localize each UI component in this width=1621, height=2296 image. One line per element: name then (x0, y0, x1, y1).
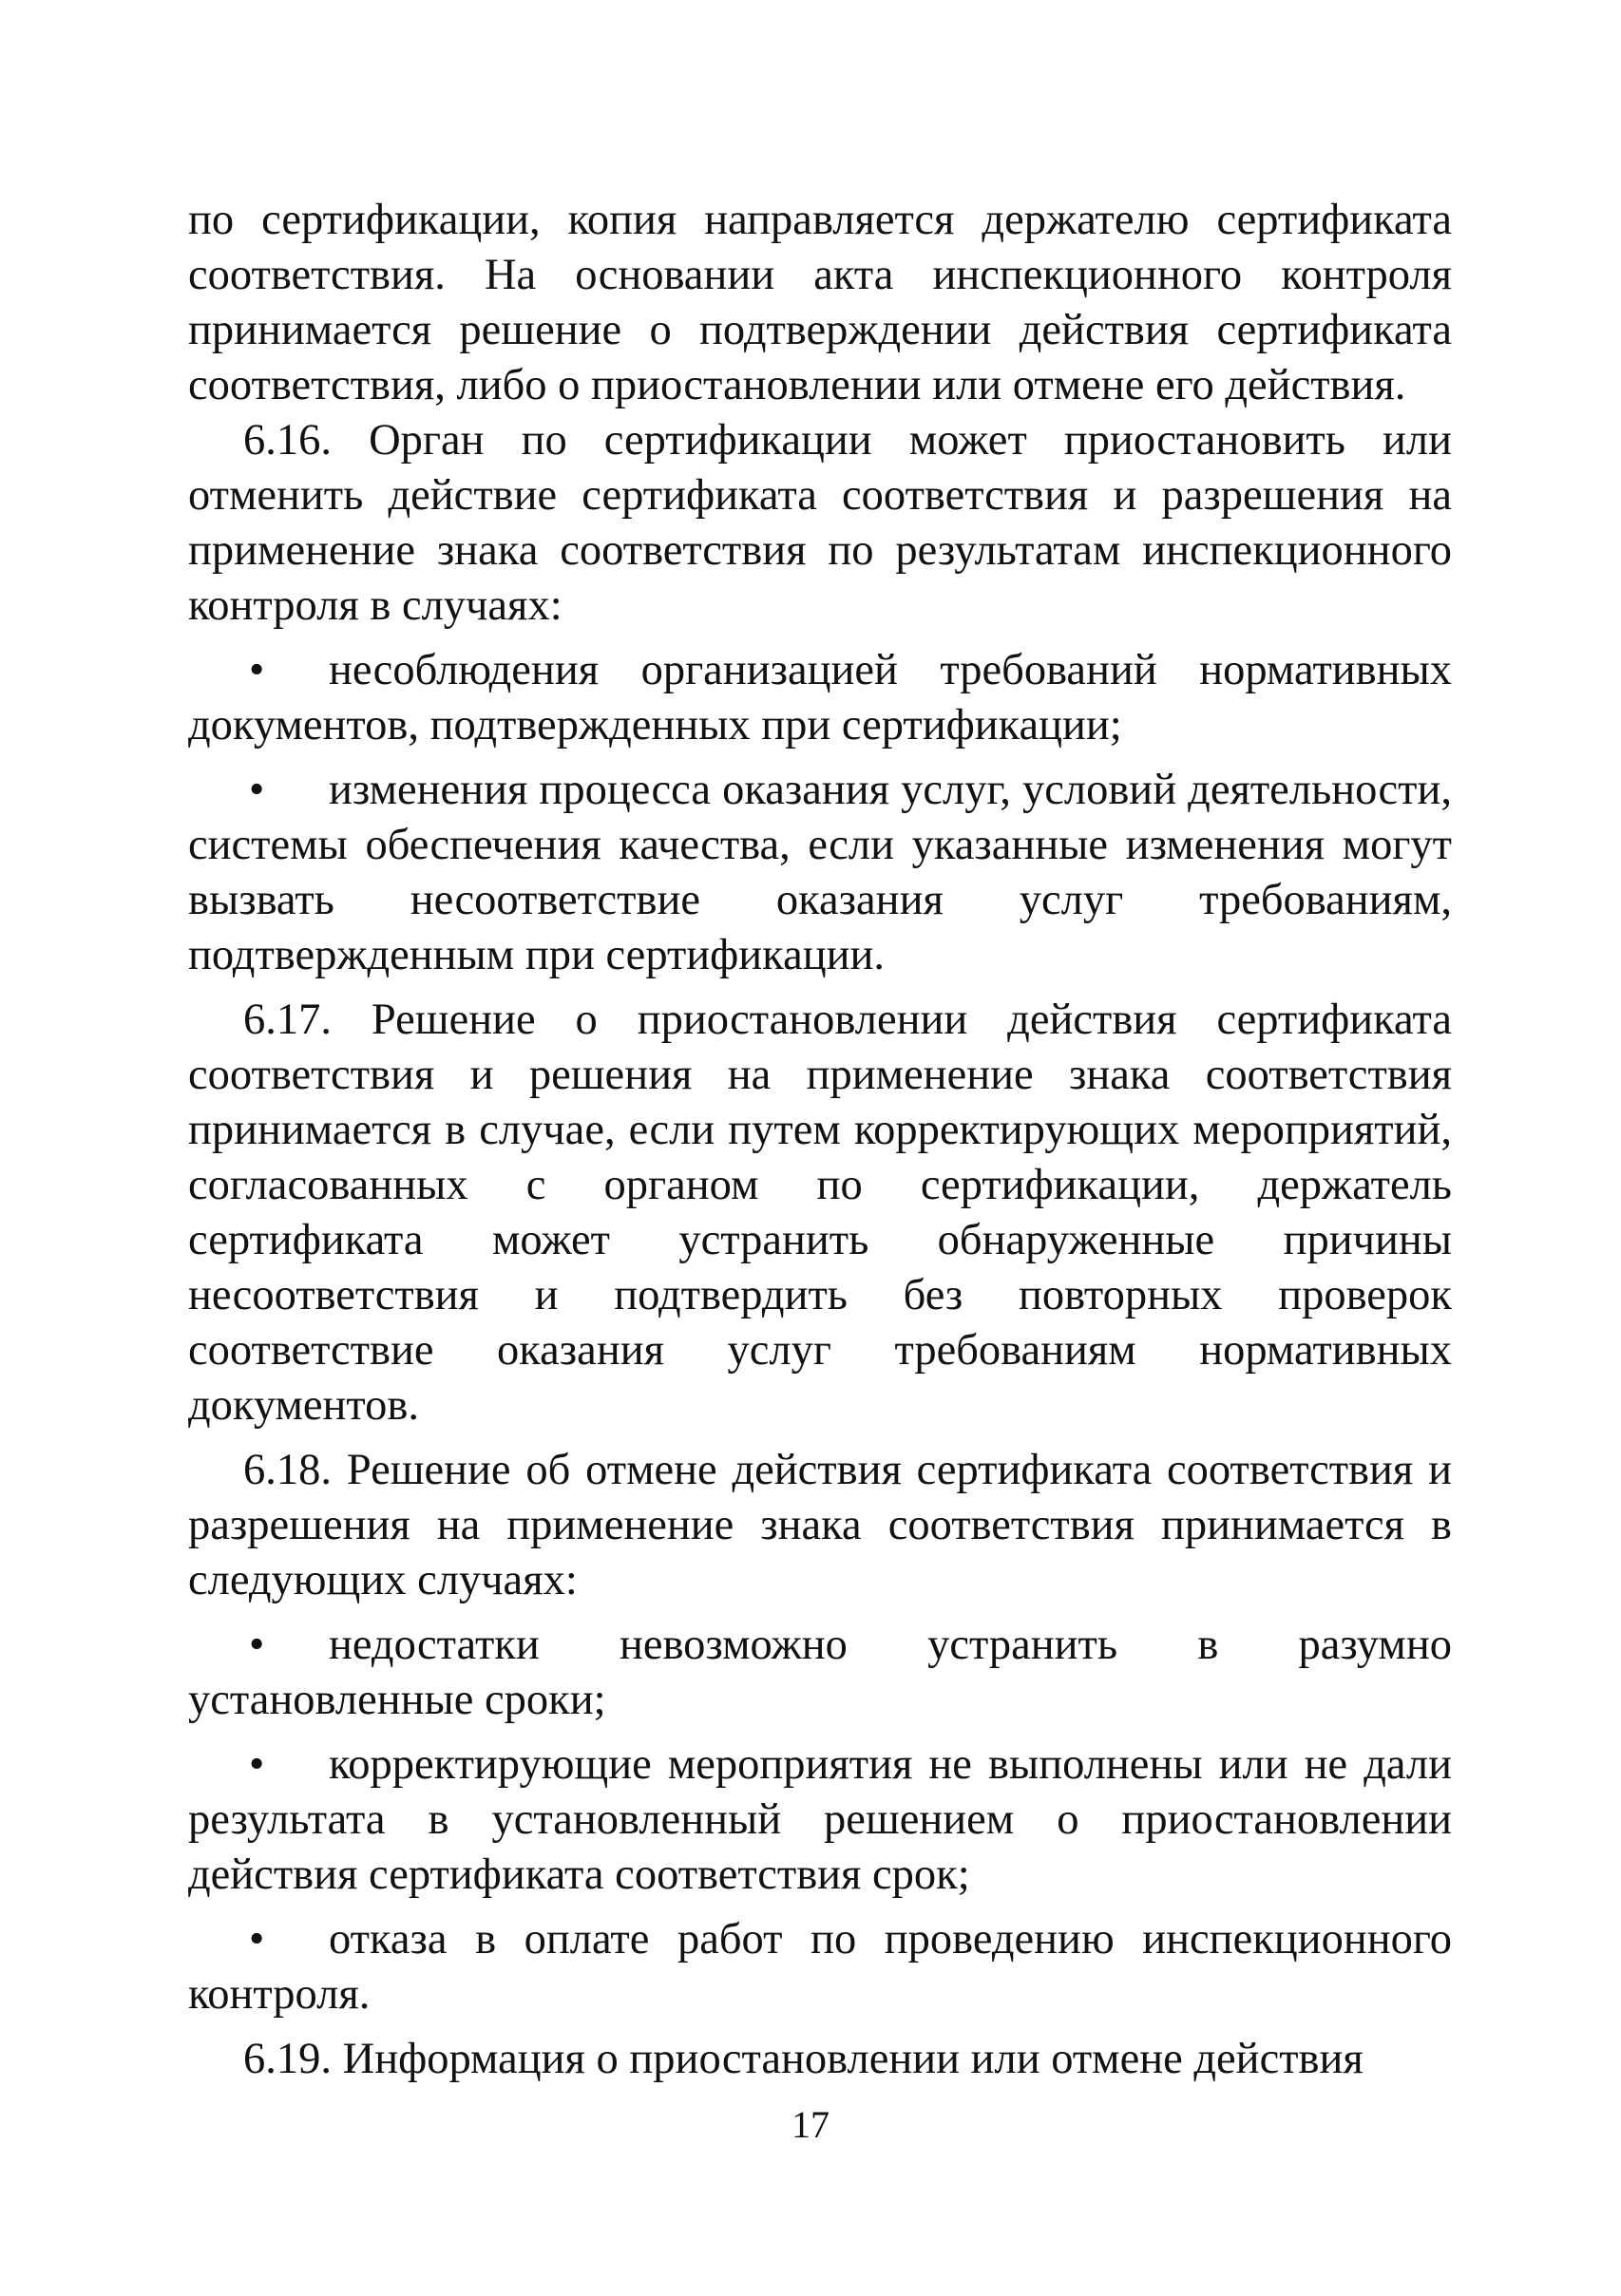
bullet-item-text: изменения процесса оказания услуг, условий деятельности, системы обеспечения качества, если указанные изменения могут вызвать несоответствие оказания услуг требованиям, подтвержденным при сертификации. (188, 766, 1452, 979)
paragraph-6-19-text: 6.19. Информация о приостановлении или отмене действия (243, 2035, 1364, 2083)
bullet-item-6-16-2 (188, 763, 1452, 983)
bullet-marker: • (249, 1740, 265, 1789)
bullet-marker: • (249, 1915, 265, 1964)
paragraph-6-19 (188, 2032, 1452, 2087)
bullet-item-text: недостатки невозможно устранить в разумно установленные сроки; (188, 1621, 1452, 1724)
bullet-item-6-18-1 (188, 1618, 1452, 1728)
bullet-item-6-18-3 (188, 1912, 1452, 2022)
bullet-marker: • (249, 766, 265, 814)
bullet-item-6-18-2 (188, 1737, 1452, 1903)
paragraph-6-16 (188, 413, 1452, 634)
bullet-item-text: корректирующие мероприятия не выполнены или не дали результата в установленный решением о приостановлении действия сертификата соответствия срок; (188, 1740, 1452, 1899)
bullet-item-6-16-1 (188, 643, 1452, 753)
paragraph-6-18-text: 6.18. Решение об отмене действия сертификата соответствия и разрешения на применение знака соответствия принимается в следующих случаях: (188, 1446, 1452, 1604)
document-body (188, 193, 1452, 2087)
bullet-item-text: отказа в оплате работ по проведению инспекционного контроля. (188, 1915, 1452, 2019)
continuation-text: по сертификации, копия направляется держателю сертификата соответствия. На основании акта инспекционного контроля принимается решение о подтверждении действия сертификата соответствия, либо о приостановлении или отмене его действия. (188, 196, 1452, 409)
paragraph-6-17 (188, 993, 1452, 1433)
paragraph-6-16-text: 6.16. Орган по сертификации может приостановить или отменить действие сертификата соответствия и разрешения на применение знака соответствия по результатам инспекционного контроля в случаях: (188, 416, 1452, 630)
continuation-paragraph (188, 193, 1452, 413)
paragraph-6-17-text: 6.17. Решение о приостановлении действия сертификата соответствия и решения на применение знака соответствия принимается в случае, если путем корректирующих мероприятий, согласованных с органом по сертификации, держатель сертификата может устранить обнаруженные причины несоответствия и подтвердить без повторных проверок соответствие оказания услуг требованиям нормативных документов. (188, 996, 1452, 1430)
bullet-item-text: несоблюдения организацией требований нормативных документов, подтвержденных при сертификации; (188, 646, 1452, 750)
bullet-marker: • (249, 646, 265, 694)
bullet-marker: • (249, 1621, 265, 1669)
page-number: 17 (791, 2103, 830, 2146)
paragraph-6-18 (188, 1443, 1452, 1608)
